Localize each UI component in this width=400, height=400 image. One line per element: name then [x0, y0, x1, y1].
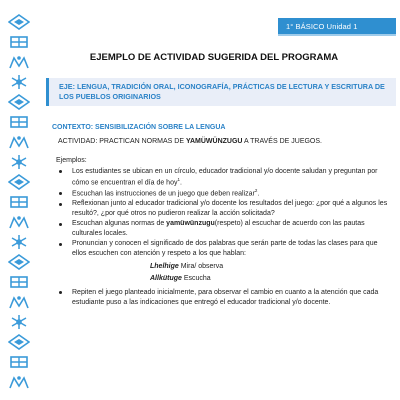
list-item: Escuchan las instrucciones de un juego que deben realizar$^2$.: [56, 188, 390, 199]
list-item: Repiten el juego planteado inicialmente, para observar el cambio en cuanto a la atención que cada estudiante puso a las indicaciones que entregó el educador tradicional y/o docente.: [56, 288, 390, 308]
mapuche-textile-motif-icon: [8, 54, 30, 70]
final-list: [56, 288, 390, 308]
vocabulary-item: Lhelhige Mira/ observa: [150, 263, 224, 271]
list-item: Los estudiantes se ubican en un círculo, educador tradicional y/o docente saludan y preguntan por cómo se encuentran el día de hoy$^1$.: [56, 167, 390, 188]
vocabulary-list: [56, 262, 390, 284]
axis-banner: [46, 78, 396, 106]
mapuche-textile-motif-icon: [8, 314, 30, 330]
mapuche-textile-motif-icon: [8, 234, 30, 250]
mapuche-textile-motif-icon: [8, 94, 30, 110]
page-title: EJEMPLO DE ACTIVIDAD SUGERIDA DEL PROGRAMA: [89, 52, 339, 63]
context-heading: CONTEXTO: SENSIBILIZACIÓN SOBRE LA LENGUA: [52, 124, 226, 131]
mapuche-textile-motif-icon: [8, 274, 30, 290]
mapuche-textile-motif-icon: [8, 114, 30, 130]
unit-tab: 1° BÁSICO Unidad 1: [278, 18, 396, 34]
example-list: [56, 167, 390, 259]
activity-body: [56, 156, 390, 308]
activity-title: ACTIVIDAD: PRACTICAN NORMAS DE YAMÜWÜNZUGU A TRAVÉS DE JUEGOS.: [58, 138, 322, 145]
list-item: Escuchan algunas normas de yamüwünzugu(respeto) al escuchar de acuerdo con las pautas culturales locales.: [56, 219, 390, 239]
axis-text: LENGUA, TRADICIÓN ORAL, ICONOGRAFÍA, PRÁCTICAS DE LECTURA Y ESCRITURA DE LOS PUEBLOS ORIGINARIOS: [59, 82, 385, 101]
mapuche-textile-motif-icon: [8, 334, 30, 350]
mapuche-textile-motif-icon: [8, 174, 30, 190]
axis-label: EJE:: [59, 82, 75, 91]
mapuche-textile-motif-icon: [8, 154, 30, 170]
activity-keyword: YAMÜWÜNZUGU: [185, 138, 243, 145]
vocabulary-item: Allkütuge Escucha: [150, 274, 211, 282]
mapuche-textile-motif-icon: [8, 374, 30, 390]
list-item: Pronuncian y conocen el significado de dos palabras que serán parte de todas las clases para que ellos escuchen con atención y respeto a los que hablan:: [56, 239, 390, 259]
list-item: Reflexionan junto al educador tradicional y/o docente los resultados del juego: ¿por qué a algunos les resultó?, ¿por qué otros no pudieron realizar la acción solicitada?: [56, 199, 390, 219]
mapuche-textile-motif-icon: [8, 74, 30, 90]
examples-label: Ejemplos:: [56, 157, 87, 164]
mapuche-textile-motif-icon: [8, 14, 30, 30]
mapuche-textile-motif-icon: [8, 354, 30, 370]
mapuche-textile-motif-icon: [8, 134, 30, 150]
mapuche-textile-motif-icon: [8, 294, 30, 310]
mapuche-textile-motif-icon: [8, 34, 30, 50]
decorative-border: [6, 12, 32, 396]
mapuche-textile-motif-icon: [8, 194, 30, 210]
mapuche-textile-motif-icon: [8, 254, 30, 270]
mapuche-textile-motif-icon: [8, 214, 30, 230]
